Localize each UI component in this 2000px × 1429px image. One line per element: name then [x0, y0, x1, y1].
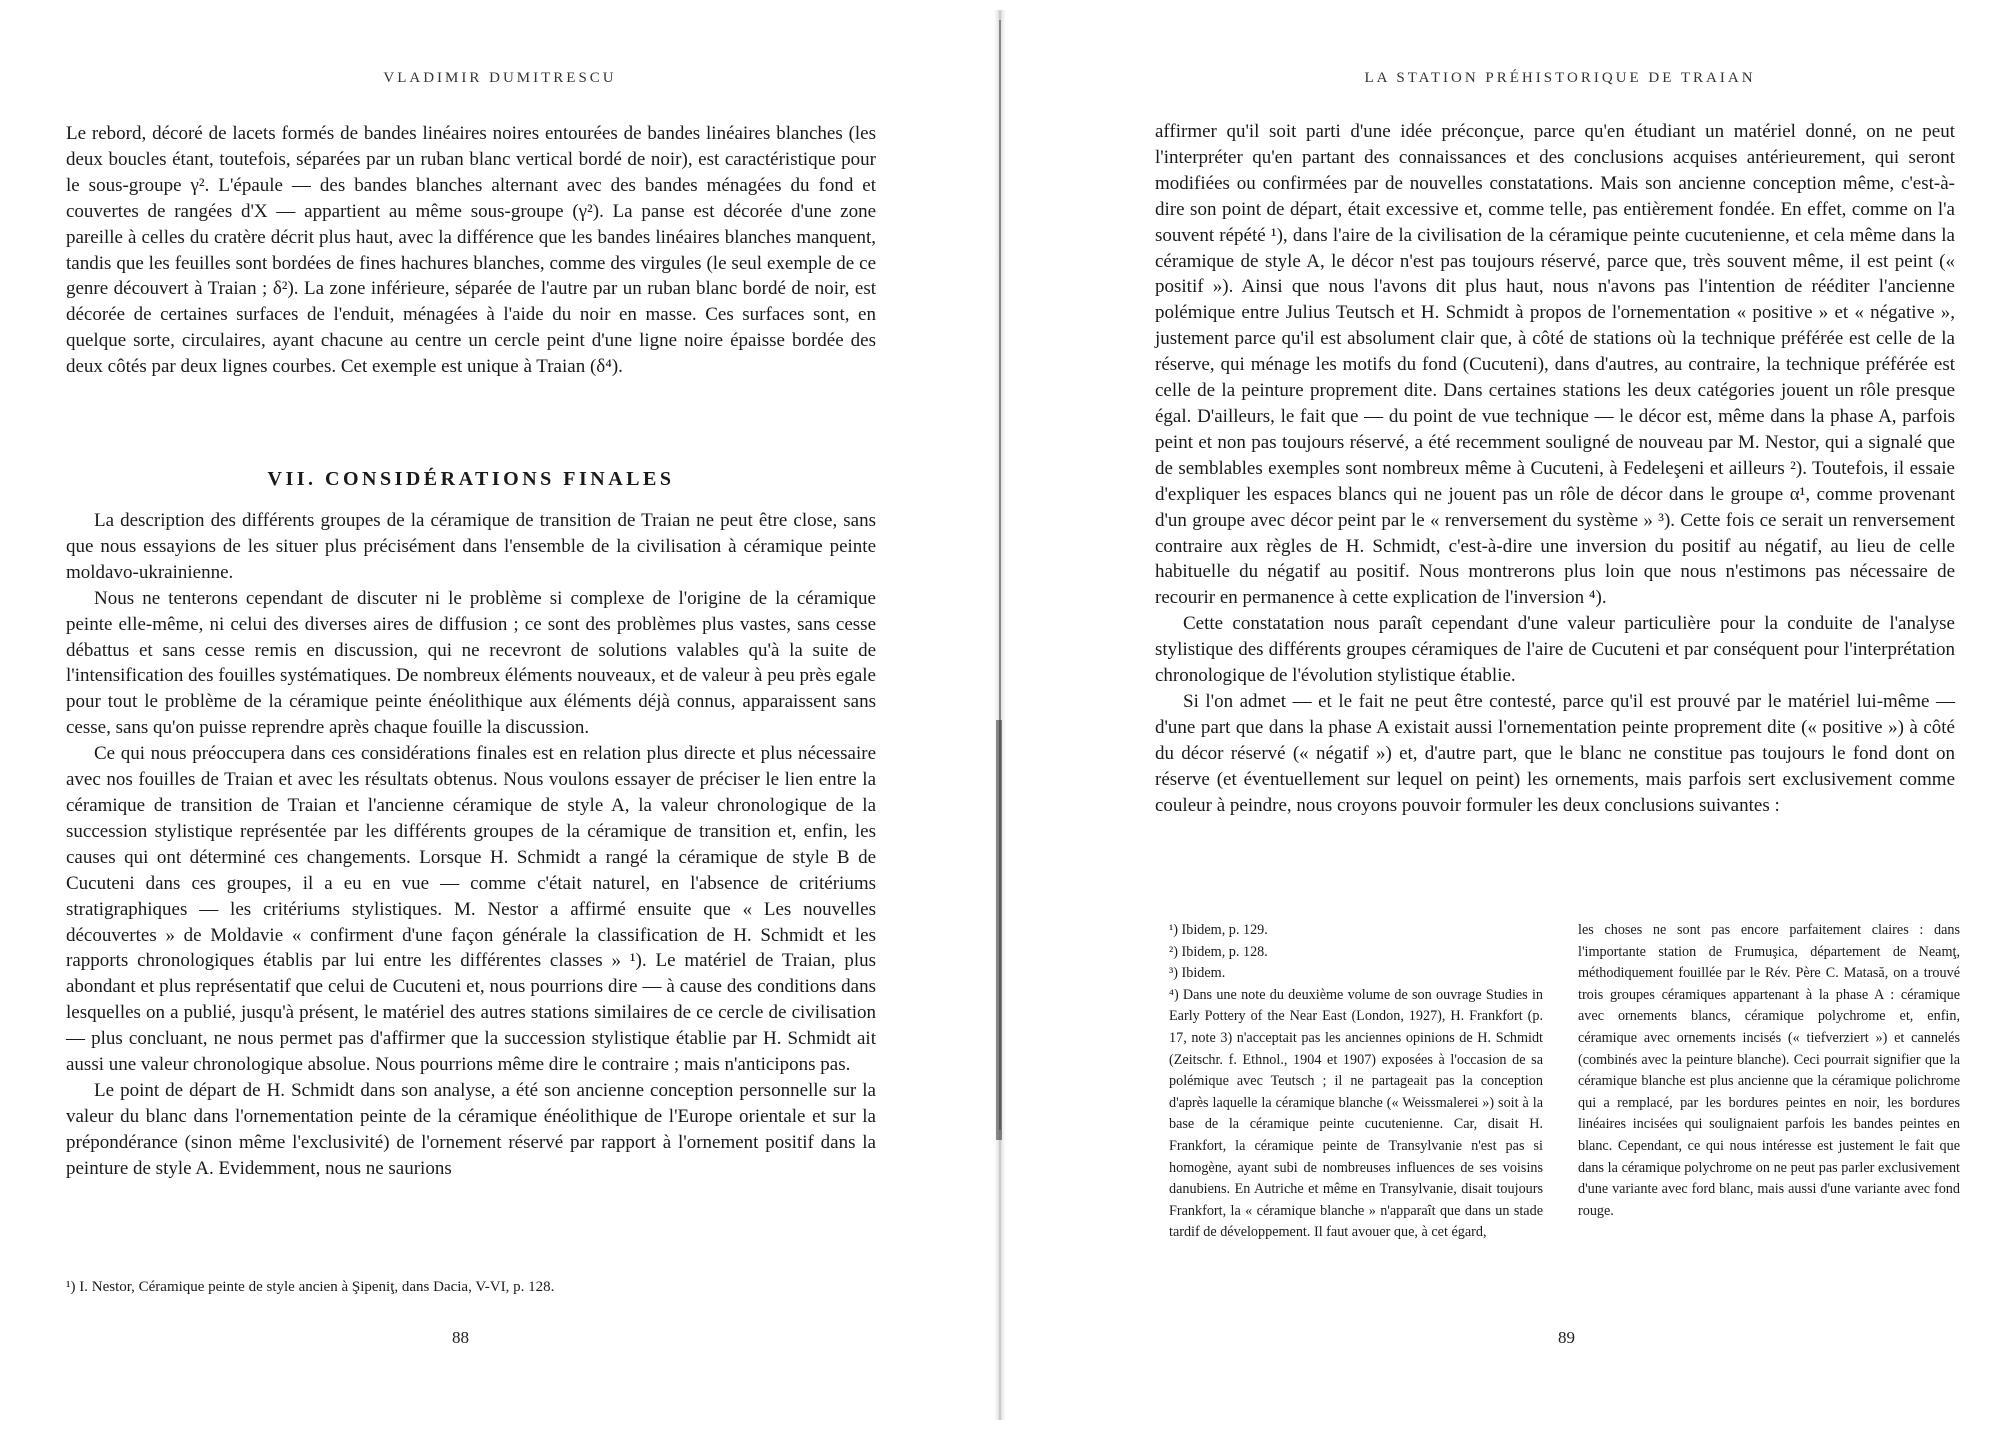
paragraph: Si l'on admet — et le fait ne peut être contesté, parce qu'il est prouvé par le matériel lui-même — d'une part que dans la phase A existait aussi l'ornementation peinte proprement dite (« positive ») à côté du décor réservé (« négatif ») et, d'autre part, que le blanc ne constitue pas toujours le fond dont on réserve (et éventuellement sur lequel on peint) les ornements, mais parfois sert exclusivement comme couleur à peindre, nous croyons pouvoir formuler les deux conclusions suivantes : [1155, 690, 1955, 816]
paragraph: Le rebord, décoré de lacets formés de bandes linéaires noires entourées de bandes linéaires blanches (les deux boucles étant, toutefois, séparées par un ruban blanc vertical bordé de noir), est caractéristique pour le sous-groupe γ². L'épaule — des bandes blanches alternant avec des bandes ménagées du fond et couvertes de rangées d'X — appartient au même sous-groupe (γ²). La panse est décorée d'une zone pareille à celles du cratère décrit plus haut, avec la différence que les bandes linéaires blanches manquent, tandis que les feuilles sont bordées de fines hachures blanches, comme des virgules (le seul exemple de ce genre découvert à Traian ; δ²). La zone inférieure, séparée de l'autre par un ruban blanc bordé de noir, est décorée de certaines surfaces de l'enduit, ménagées à l'aide du noir en masse. Ces surfaces sont, en quelque sorte, circulaires, ayant chacune au centre un cercle peint d'une ligne noire épaisse bordée des deux côtés par deux lignes courbes. Cet exemple est unique à Traian (δ⁴). [66, 123, 876, 378]
left-top-paragraph [66, 121, 876, 380]
left-page [0, 0, 990, 1429]
footnotes-column-a [1169, 920, 1543, 1244]
paragraph: Cette constatation nous paraît cependant d'une valeur particulière pour la conduite de l'analyse stylistique des différents groupes céramiques de l'aire de Cucuteni et par conséquent pour l'interprétation chronologique de l'évolution stylistique établie. [1155, 613, 1955, 687]
footnote: ¹) Ibidem, p. 129. [1169, 922, 1268, 938]
gutter-shadow-mark [996, 720, 1002, 1140]
right-main-text [1155, 119, 1955, 818]
footnote: ²) Ibidem, p. 128. [1169, 943, 1268, 960]
paragraph: La description des différents groupes de la céramique de transition de Traian ne peut être close, sans que nous essayions de les situer plus précisément dans l'ensemble de la civilisation à céramique peinte moldavo-ukrainienne. [66, 510, 876, 583]
footnote: ³) Ibidem. [1169, 965, 1226, 982]
running-head-left: VLADIMIR DUMITRESCU [383, 70, 617, 86]
paragraph: Ce qui nous préoccupera dans ces considérations finales est en relation plus directe et plus nécessaire avec nos fouilles de Traian et avec les résultats obtenus. Nous voulons essayer de préciser le lien entre la céramique de transition de Traian et l'ancienne céramique de style A, la valeur chronologique de la succession stylistique représentée par les différents groupes de la céramique de transition et, enfin, les causes qui ont déterminé ces changements. Lorsque H. Schmidt a rangé la céramique de style B de Cucuteni dans ces groupes, il a eu en vue — comme c'était naturel, en l'absence de critériums stratigraphiques — les critériums stylistiques. M. Nestor a affirmé ensuite que « Les nouvelles découvertes » de Moldavie « confirment d'une façon générale la classification de H. Schmidt et les rapports chronologiques établis par lui entre les différentes classes » ¹). Le matériel de Traian, plus abondant et plus représentatif que celui de Cucuteni et, nous pourrions dire — à cause des conditions dans lesquelles on a publié, jusqu'à présent, le matériel des autres stations similaires de ce cercle de civilisation — plus concluant, ne nous permet pas d'affirmer que la succession stylistique établie par H. Schmidt ait aussi une valeur chronologique absolue. Nous pourrions même dire le contraire ; mais n'anticipons pas. [66, 743, 876, 1076]
footnote-left: ¹) I. Nestor, Céramique peinte de style ancien à Şipeniţ, dans Dacia, V-VI, p. 128. [66, 1279, 555, 1295]
paragraph: Le point de départ de H. Schmidt dans son analyse, a été son ancienne conception personnelle sur la valeur du blanc dans l'ornementation peinte de la céramique énéolithique de l'Europe orientale et sur la prépondérance (sinon même l'exclusivité) de l'ornement réservé par rapport à l'ornement positif dans la peinture de style A. Evidemment, nous ne saurions [66, 1079, 876, 1179]
footnote-continued: les choses ne sont pas encore parfaitement claires : dans l'importante station de Frumuşica, département de Neamţ, méthodiquement fouillée par le Rév. Père C. Matasă, on a trouvé trois groupes céramiques appartenant à la phase A : céramique avec ornements blancs, céramique polychrome et, enfin, céramique avec ornements incisés (« tiefverziert ») et cannelés (combinés avec la peinture blanche). Ceci pourrait signifier que la céramique blanche est plus ancienne que la céramique polichrome qui a remplacé, par les bordures peintes en noir, les bordures linéaires incisées qui soulignaient parfois les bandes peintes en blanc. Cependant, ce qui nous intéresse est justement le fait que dans la céramique polychrome on ne peut pas parler exclusivement d'une variante avec ford blanc, mais aussi d'une variante avec fond rouge. [1578, 922, 1960, 1219]
footnotes-column-b [1578, 920, 1960, 1222]
left-main-text [66, 508, 876, 1182]
page-number-left: 88 [452, 1328, 469, 1347]
page-number-right: 89 [1558, 1328, 1575, 1347]
paragraph: affirmer qu'il soit parti d'une idée préconçue, parce qu'en étudiant un matériel donné, on ne peut l'interpréter qu'en partant des connaissances et des conclusions acquises antérieurement, qui seront modifiées ou confirmées par de nouvelles constatations. Mais son ancienne conception même, c'est-à-dire son point de départ, était excessive et, comme telle, pas entièrement fondée. En effet, comme on l'a souvent répété ¹), dans l'aire de la civilisation de la céramique peinte cucutenienne, et cela même dans la céramique de style A, le décor n'est pas toujours réservé, parce que, très souvent même, il est peint (« positif »). Ainsi que nous l'avons dit plus haut, nous n'avons pas l'intention de rééditer l'ancienne polémique entre Julius Teutsch et H. Schmidt à propos de l'ornementation « positive » et « négative », justement parce qu'il est absolument clair que, à côté de stations où la technique préférée est celle de la réserve, qui ménage les motifs du fond (Cucuteni), dans d'autres, au contraire, la technique préférée est celle de la peinture proprement dite. Dans certaines stations les deux catégories jouent un rôle presque égal. D'ailleurs, le fait que — du point de vue technique — le décor est, même dans la phase A, parfois peint et non pas toujours réservé, a été recemment souligné de nouveau par M. Nestor, qui a signalé que de semblables exemples sont nombreux même à Cucuteni, à Fedeleşeni et ailleurs ²). Toutefois, il essaie d'expliquer les espaces blancs qui ne jouent pas un rôle de décor dans le groupe α¹, comme provenant d'un groupe avec décor peint par le « renversement du système » ³). Cette fois ce serait un renversement contraire aux règles de H. Schmidt, c'est-à-dire une inversion du positif au négatif, au lieu de celle habituelle du négatif au positif. Nous montrerons plus loin que nous n'estimons pas nécessaire de recourir en permanence à cette explication de l'inversion ⁴). [1155, 121, 1955, 609]
running-head-right: LA STATION PRÉHISTORIQUE DE TRAIAN [1364, 70, 1756, 86]
paragraph: Nous ne tenterons cependant de discuter ni le problème si complexe de l'origine de la céramique peinte elle-même, ni celui des diverses aires de diffusion ; ce sont des problèmes plus vastes, sans cesse débattus et sans cesse remis en discussion, qui ne recevront de solutions valables qu'à la suite de l'intensification des fouilles systématiques. De nombreux éléments nouveaux, et de valeur à peu près egale pour tout le problème de la céramique peinte énéolithique aux éléments déjà connus, apparaissent sans cesse, sans qu'on puisse reprendre après chaque fouille la discussion. [66, 587, 876, 739]
footnote: ⁴) Dans une note du deuxième volume de son ouvrage Studies in Early Pottery of the Near East (London, 1927), H. Frankfort (p. 17, note 3) n'acceptait pas les anciennes opinions de H. Schmidt (Zeitschr. f. Ethnol., 1904 et 1907) exposées à l'occasion de sa polémique avec Teutsch ; il ne partageait pas la conception d'après laquelle la céramique blanche (« Weissmalerei ») soit à la base de la céramique peinte cucutenienne. Car, disait H. Frankfort, la céramique peinte de Transylvanie n'est pas si homogène, ayant subi de nombreuses influences de ses voisins danubiens. En Autriche et même en Transylvanie, disait toujours Frankfort, la « céramique blanche » n'apparaît que dans un stade tardif de développement. Il faut avouer que, à cet égard, [1169, 986, 1543, 1241]
section-heading: VII. CONSIDÉRATIONS FINALES [267, 468, 675, 490]
